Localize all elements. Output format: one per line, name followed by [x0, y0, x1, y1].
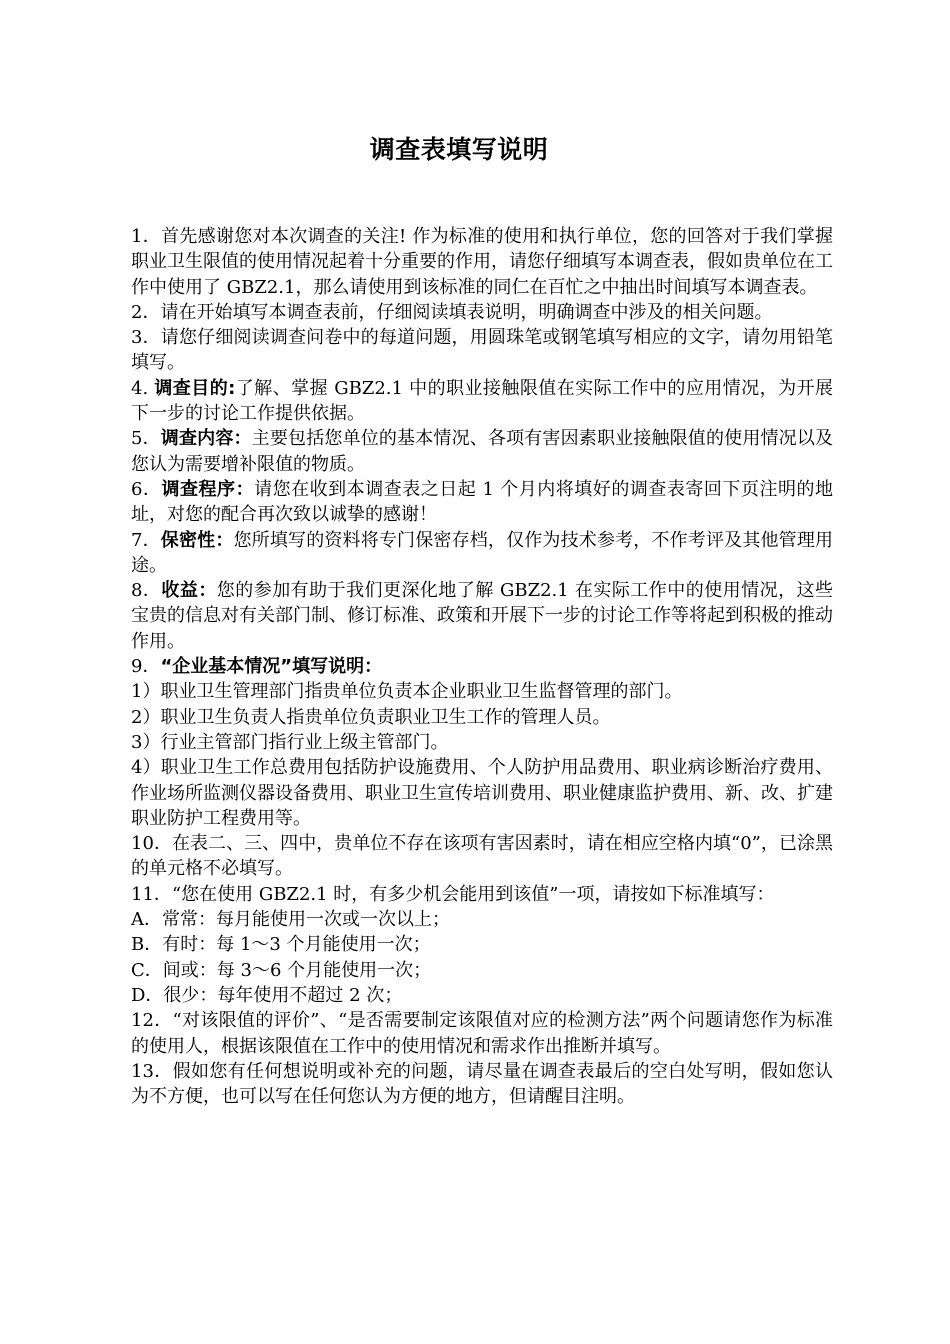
item-text: 请在开始填写本调查表前，仔细阅读填表说明，明确调查中涉及的相关问题。 [160, 301, 773, 323]
item-text: 您的参加有助于我们更深化地了解 GBZ2.1 在实际工作中的使用情况，这些宝贵的信息对有关部门制、修订标准、政策和开展下一步的讨论工作等将起到积极的推动作用。 [131, 580, 833, 652]
item-text: 职业卫生负责人指贵单位负责职业卫生工作的管理人员。 [160, 706, 611, 728]
frequency-option-d [131, 983, 833, 1008]
instruction-item-2 [131, 300, 833, 325]
instruction-item-11 [131, 882, 833, 907]
item-heading: 调查目的: [154, 377, 236, 399]
item-number: 12． [131, 1010, 173, 1032]
item-number: 3） [131, 731, 161, 753]
item-number: 11． [131, 883, 172, 905]
item-number: 3． [131, 327, 161, 349]
subitem-3 [131, 730, 833, 755]
item-number: 5． [131, 428, 161, 450]
frequency-option-a [131, 907, 833, 932]
item-text: 职业卫生管理部门指贵单位负责本企业职业卫生监督管理的部门。 [160, 681, 683, 703]
item-number: 13． [131, 1060, 173, 1082]
item-heading: 收益： [161, 580, 217, 602]
instruction-item-4 [131, 376, 833, 427]
item-text: “对该限值的评价”、“是否需要制定该限值对应的检测方法”两个问题请您作为标准的使用人，根据该限值在工作中的使用情况和需求作出推断并填写。 [131, 1010, 834, 1057]
item-number: B． [131, 934, 163, 956]
instruction-item-1 [131, 224, 833, 300]
instruction-item-9 [131, 654, 833, 679]
item-text: “您在使用 GBZ2.1 时，有多少机会能用到该值”一项，请按如下标准填写： [171, 883, 775, 905]
item-text: 您所填写的资料将专门保密存档，仅作为技术参考，不作考评及其他管理用途。 [131, 529, 834, 576]
frequency-option-c [131, 958, 833, 983]
item-heading: 调查内容： [160, 428, 252, 450]
page-title: 调查表填写说明 [369, 135, 549, 164]
instruction-item-12 [131, 1008, 833, 1059]
item-text: 请您仔细阅读调查问卷中的每道问题，用圆珠笔或钢笔填写相应的文字，请勿用铅笔填写。 [131, 327, 833, 374]
instruction-item-3 [131, 325, 833, 376]
item-number: A． [131, 909, 162, 931]
item-number: D． [131, 984, 164, 1006]
frequency-option-b [131, 932, 833, 957]
subitem-4 [131, 755, 833, 831]
item-number: 6． [131, 478, 162, 500]
item-text: 了解、掌握 GBZ2.1 中的职业接触限值在实际工作中的应用情况，为开展下一步的讨论工作提供依据。 [131, 377, 833, 425]
item-number: 8． [131, 580, 162, 602]
item-text: 有时：每 1～3 个月能使用一次； [162, 934, 431, 956]
item-number: 1． [131, 226, 162, 247]
item-number: 10． [131, 833, 172, 855]
instructions-body [131, 224, 833, 1109]
item-text: 请您在收到本调查表之日起 1 个月内将填好的调查表寄回下页注明的地址，对您的配合再次致以诚挚的感谢！ [131, 478, 834, 526]
item-text: 假如您有任何想说明或补充的问题，请尽量在调查表最后的空白处写明，假如您认为不方便，也可以写在任何您认为方便的地方，但请醒目注明。 [131, 1060, 834, 1108]
item-text: 首先感谢您对本次调查的关注! 作为标准的使用和执行单位，您的回答对于我们掌握职业卫生限值的使用情况起着十分重要的作用，请您仔细填写本调查表，假如贵单位在工作中使用了 GBZ2.1，那么请使用到该标准的同仁在百忙之中抽出时间填写本调查表。 [131, 226, 833, 298]
instruction-item-10 [131, 831, 833, 882]
item-heading: “企业基本情况”填写说明： [160, 656, 383, 678]
instruction-item-13 [131, 1059, 833, 1110]
item-number: 4. [131, 377, 155, 399]
item-text: 在表二、三、四中，贵单位不存在该项有害因素时，请在相应空格内填“0”，已涂黑的单元格不必填写。 [131, 833, 834, 880]
item-number: 2． [131, 301, 161, 323]
item-number: 9． [131, 656, 161, 678]
item-number: 7． [131, 529, 161, 551]
item-heading: 保密性： [160, 529, 234, 551]
item-text: 职业卫生工作总费用包括防护设施费用、个人防护用品费用、职业病诊断治疗费用、作业场所监测仪器设备费用、职业卫生宣传培训费用、职业健康监护费用、新、改、扩建职业防护工程费用等。 [131, 757, 833, 829]
subitem-2 [131, 705, 833, 730]
instruction-item-8 [131, 578, 833, 654]
item-heading: 调查程序： [161, 478, 255, 500]
instruction-item-6 [131, 477, 833, 528]
instruction-item-5 [131, 426, 833, 477]
item-text: 很少：每年使用不超过 2 次； [163, 984, 403, 1006]
instruction-item-7 [131, 528, 833, 579]
item-number: 4） [131, 757, 161, 779]
item-text: 间或：每 3～6 个月能使用一次； [162, 959, 432, 981]
item-number: 1） [131, 681, 161, 703]
subitem-1 [131, 679, 833, 704]
item-text: 主要包括您单位的基本情况、各项有害因素职业接触限值的使用情况以及您认为需要增补限值的物质。 [131, 428, 834, 475]
item-number: C． [131, 959, 163, 981]
item-text: 行业主管部门指行业上级主管部门。 [160, 731, 449, 753]
item-number: 2） [131, 706, 161, 728]
item-text: 常常：每月能使用一次或一次以上； [162, 909, 450, 931]
